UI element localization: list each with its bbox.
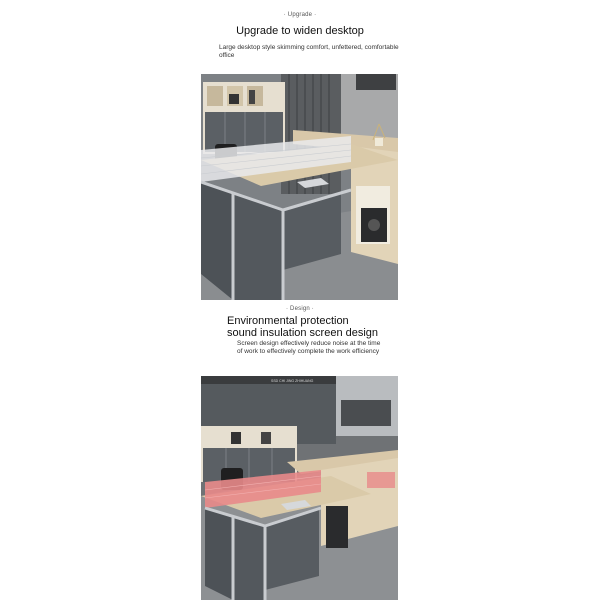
- section-title-design-line1: Environmental protection: [227, 315, 349, 327]
- section-description-design: Screen design effectively reduce noise at the time of work to effectively complete the work efficiency: [237, 340, 381, 355]
- section-eyebrow-design: · Design ·: [285, 306, 314, 312]
- section-title-upgrade: Upgrade to widen desktop: [236, 25, 364, 37]
- product-photo-wide-desk: [201, 74, 398, 300]
- section-title-design-line2: sound insulation screen design: [227, 327, 379, 339]
- wall-sign-text: SSD CHI JING ZHIHUANG: [271, 379, 314, 383]
- section-description-upgrade: Large desktop style skimming comfort, unfettered, comfortable office: [219, 44, 399, 59]
- product-photo-red-screen: [201, 376, 398, 600]
- section-eyebrow-upgrade: · Upgrade ·: [283, 12, 317, 18]
- section-title-design: [227, 315, 387, 339]
